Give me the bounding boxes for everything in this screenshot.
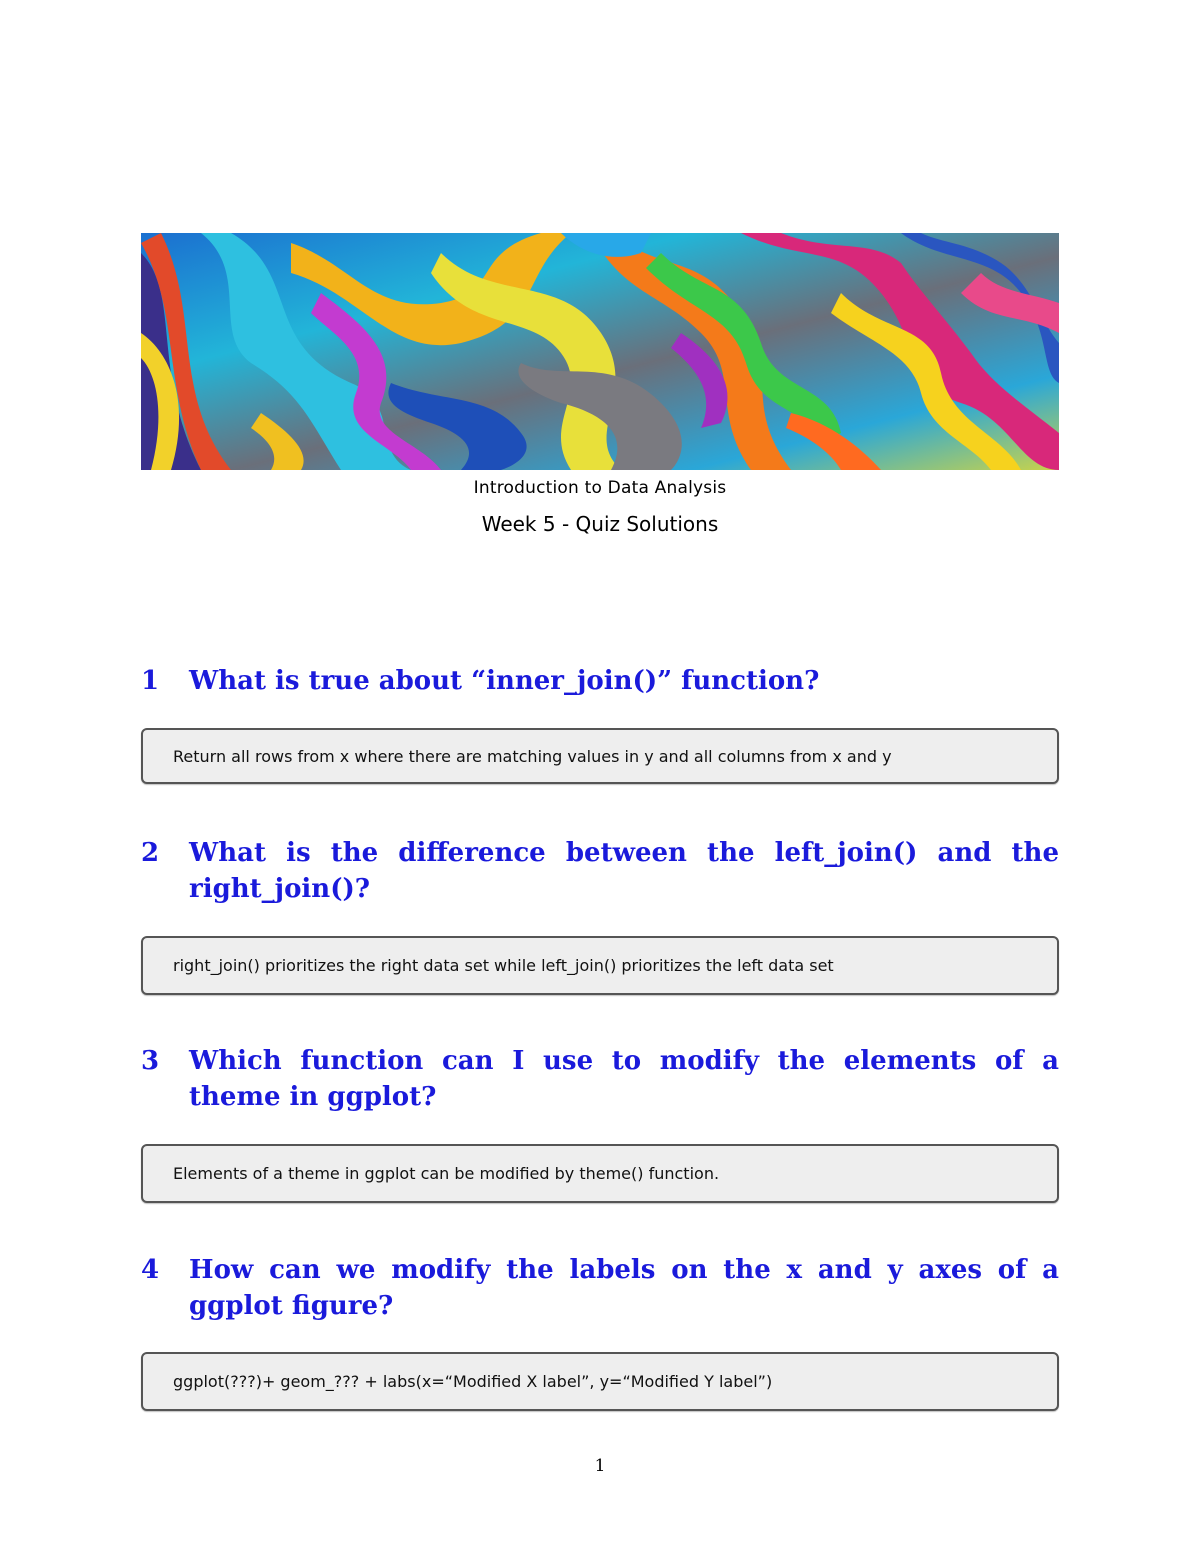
- answer-text: Return all rows from x where there are matching values in y and all columns from x and y: [173, 746, 892, 766]
- question-text: Which function can I use to modify the elements of a theme in ggplot?: [189, 1046, 1059, 1112]
- question-1-heading: [141, 663, 1059, 699]
- question-number: 4: [141, 1255, 160, 1285]
- answer-text: ggplot(???)+ geom_??? + labs(x=“Modified X label”, y=“Modified Y label”): [173, 1372, 773, 1391]
- question-4-heading: [141, 1252, 1059, 1324]
- question-text: How can we modify the labels on the x and y axes of a ggplot figure?: [189, 1255, 1059, 1321]
- answer-box-3: [141, 1144, 1059, 1203]
- answer-text: right_join() prioritizes the right data set while left_join() prioritizes the left data set: [173, 956, 834, 975]
- page-number: 1: [594, 1456, 606, 1476]
- question-text: What is true about “inner_join()” function?: [189, 666, 820, 696]
- answer-text: Elements of a theme in ggplot can be modified by theme() function.: [173, 1164, 720, 1183]
- document-title: Week 5 - Quiz Solutions: [481, 512, 719, 536]
- answer-box-1: [141, 728, 1059, 784]
- answer-box-2: [141, 936, 1059, 995]
- question-2-heading: [141, 835, 1059, 907]
- course-name: Introduction to Data Analysis: [473, 478, 727, 498]
- question-number: 1: [141, 666, 160, 696]
- marbled-banner-image: [141, 233, 1059, 470]
- question-number: 3: [141, 1046, 160, 1076]
- answer-box-4: [141, 1352, 1059, 1411]
- question-3-heading: [141, 1043, 1059, 1115]
- question-number: 2: [141, 838, 160, 868]
- question-text: What is the difference between the left_join() and the right_join()?: [189, 838, 1059, 904]
